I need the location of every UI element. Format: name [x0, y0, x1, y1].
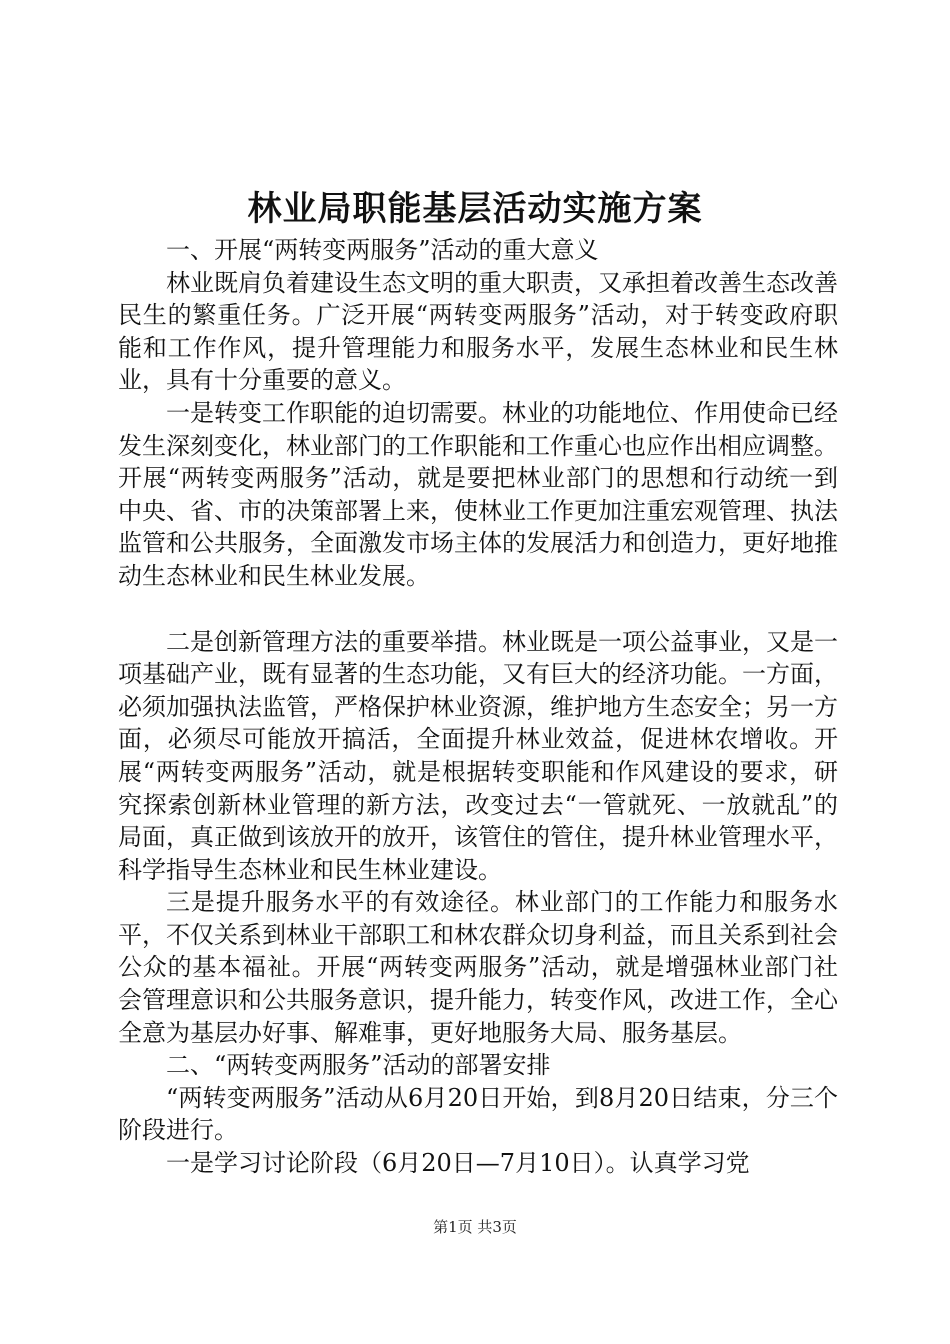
section-heading-2: 二、“两转变两服务”活动的部署安排: [166, 1051, 551, 1080]
paragraph-spacer: [118, 593, 838, 626]
paragraph-point-3: 三是提升服务水平的有效途径。林业部门的工作能力和服务水平，不仅关系到林业干部职工和林农群众切身利益，而且关系到社会公众的基本福祉。开展“两转变两服务”活动，就是增强林业部门社会管理意识和公共服务意识，提升能力，转变作风，改进工作，全心全意为基层办好事、解难事，更好地服务大局、服务基层。: [118, 888, 838, 1047]
paragraph-schedule: “两转变两服务”活动从6月20日开始，到8月20日结束，分三个阶段进行。: [118, 1083, 838, 1145]
document-body: [118, 234, 838, 1180]
paragraph-significance: 林业既肩负着建设生态文明的重大职责，又承担着改善生态改善民生的繁重任务。广泛开展“两转变两服务”活动，对于转变政府职能和工作作风，提升管理能力和服务水平，发展生态林业和民生林业，具有十分重要的意义。: [118, 268, 838, 395]
paragraph-phase-1: 一是学习讨论阶段（6月20日—7月10日）。认真学习党: [166, 1149, 750, 1178]
paragraph-point-1: 一是转变工作职能的迫切需要。林业的功能地位、作用使命已经发生深刻变化，林业部门的工作职能和工作重心也应作出相应调整。开展“两转变两服务”活动，就是要把林业部门的思想和行动统一到中央、省、市的决策部署上来，使林业工作更加注重宏观管理、执法监管和公共服务，全面激发市场主体的发展活力和创造力，更好地推动生态林业和民生林业发展。: [118, 398, 838, 590]
paragraph-point-2: 二是创新管理方法的重要举措。林业既是一项公益事业，又是一项基础产业，既有显著的生态功能，又有巨大的经济功能。一方面，必须加强执法监管，严格保护林业资源，维护地方生态安全；另一方面，必须尽可能放开搞活，全面提升林业效益，促进林农增收。开展“两转变两服务”活动，就是根据转变职能和作风建设的要求，研究探索创新林业管理的新方法，改变过去“一管就死、一放就乱”的局面，真正做到该放开的放开，该管住的管住，提升林业管理水平，科学指导生态林业和民生林业建设。: [118, 627, 838, 884]
document-title: 林业局职能基层活动实施方案: [247, 189, 703, 229]
section-heading-1: 一、开展“两转变两服务”活动的重大意义: [166, 236, 599, 264]
page-footer: 第1页 共3页: [433, 1218, 517, 1236]
